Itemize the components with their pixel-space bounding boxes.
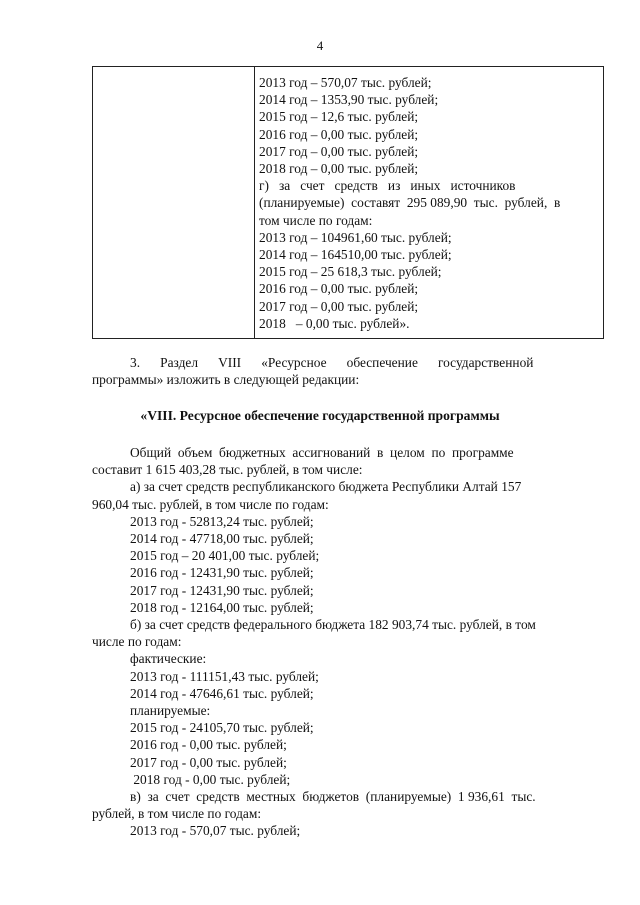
- table-line: 2014 год – 164510,00 тыс. рублей;: [259, 247, 452, 263]
- page-number: 4: [316, 38, 324, 53]
- table-line: 2013 год – 104961,60 тыс. рублей;: [259, 229, 452, 245]
- table-para-g: г) за счет средств из иных источников: [259, 178, 516, 194]
- year-line: 2018 год - 0,00 тыс. рублей;: [130, 771, 291, 787]
- year-line: 2017 год - 0,00 тыс. рублей;: [130, 754, 287, 770]
- item-3-line: 3. Раздел VIII «Ресурсное обеспечение государственной: [130, 355, 534, 370]
- item-v-line: рублей, в том числе по годам:: [92, 806, 262, 822]
- table-line: 2017 год – 0,00 тыс. рублей;: [259, 143, 419, 159]
- table-line: 2013 год – 570,07 тыс. рублей;: [259, 75, 432, 90]
- table-line: 2016 год – 0,00 тыс. рублей;: [259, 126, 419, 142]
- fact-label: фактические:: [130, 651, 207, 667]
- table-line: 2015 год – 25 618,3 тыс. рублей;: [259, 264, 442, 280]
- year-line: 2018 год - 12164,00 тыс. рублей;: [130, 599, 314, 615]
- item-a-line: 960,04 тыс. рублей, в том числе по годам:: [92, 496, 329, 512]
- plan-label: планируемые:: [130, 703, 211, 719]
- table-line: 2017 год – 0,00 тыс. рублей;: [259, 298, 419, 314]
- year-line: 2015 год – 20 401,00 тыс. рублей;: [130, 548, 320, 564]
- item-3-line: программы» изложить в следующей редакции:: [92, 372, 360, 388]
- item-b-line: б) за счет средств федерального бюджета 182 903,74 тыс. рублей, в том: [130, 617, 536, 633]
- table-line: 2015 год – 12,6 тыс. рублей;: [259, 109, 419, 125]
- total-line: Общий объем бюджетных ассигнований в целом по программе: [130, 445, 514, 460]
- table-line: 2018 – 0,00 тыс. рублей».: [259, 315, 410, 331]
- year-line: 2016 год - 0,00 тыс. рублей;: [130, 737, 287, 753]
- item-v-line: в) за счет средств местных бюджетов (планируемые) 1 936,61 тыс.: [130, 789, 536, 805]
- total-line: составит 1 615 403,28 тыс. рублей, в том числе:: [92, 462, 363, 478]
- year-line: 2016 год - 12431,90 тыс. рублей;: [130, 565, 314, 581]
- section-body: [92, 444, 604, 840]
- item-a-line: а) за счет средств республиканского бюджета Республики Алтай 157: [130, 479, 522, 495]
- table-line: 2016 год – 0,00 тыс. рублей;: [259, 281, 419, 297]
- table-line: 2018 год – 0,00 тыс. рублей;: [259, 161, 419, 177]
- year-line: 2014 год - 47646,61 тыс. рублей;: [130, 685, 314, 701]
- table-left-cell: [93, 67, 255, 338]
- item-b-line: числе по годам:: [92, 634, 182, 650]
- year-line: 2014 год - 47718,00 тыс. рублей;: [130, 531, 314, 547]
- year-line: 2013 год - 111151,43 тыс. рублей;: [130, 668, 319, 684]
- table-line: 2014 год – 1353,90 тыс. рублей;: [259, 92, 439, 108]
- section-heading: «VIII. Ресурсное обеспечение государственной программы: [140, 408, 500, 423]
- year-line: 2017 год - 12431,90 тыс. рублей;: [130, 582, 314, 598]
- year-line: 2015 год - 24105,70 тыс. рублей;: [130, 720, 314, 736]
- table-para-g: (планируемые) составят 295 089,90 тыс. рублей, в: [259, 195, 561, 211]
- continuation-table: [92, 66, 604, 339]
- item-3: [92, 354, 604, 388]
- year-line: 2013 год - 52813,24 тыс. рублей;: [130, 513, 314, 529]
- table-right-cell: [255, 67, 603, 338]
- table-para-g: том числе по годам:: [259, 212, 373, 228]
- year-line: 2013 год - 570,07 тыс. рублей;: [130, 823, 301, 839]
